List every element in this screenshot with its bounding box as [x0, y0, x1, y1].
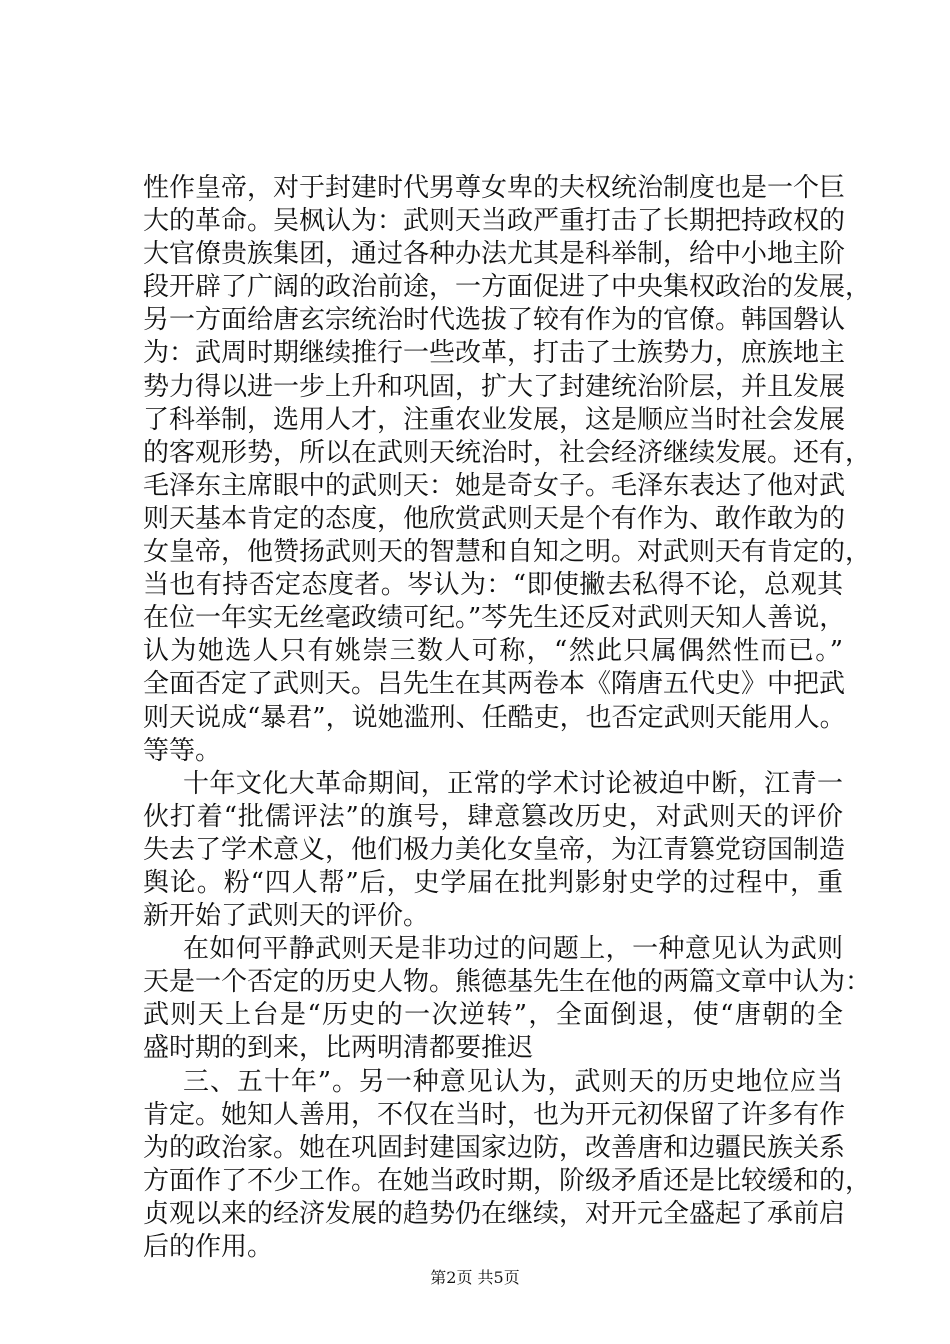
- text-line: 贞观以来的经济发展的趋势仍在继续，对开元全盛起了承前启: [143, 1198, 846, 1229]
- text-line: 则天基本肯定的态度，他欣赏武则天是个有作为、敢作敢为的: [143, 503, 846, 534]
- text-line: 后的作用。: [143, 1232, 274, 1262]
- text-line: 失去了学术意义，他们极力美化女皇帝，为江青篡党窃国制造: [143, 834, 846, 865]
- text-line: 伙打着“批儒评法”的旗号，肆意篡改历史，对武则天的评价: [143, 801, 843, 832]
- text-line: 大的革命。吴枫认为：武则天当政严重打击了长期把持政权的: [143, 206, 846, 237]
- text-line: 为的政治家。她在巩固封建国家边防，改善唐和边疆民族关系: [143, 1132, 846, 1163]
- text-line: 十年文化大革命期间，正常的学术讨论被迫中断，江青一: [183, 768, 843, 799]
- text-line: 盛时期的到来，比两明清都要推迟: [143, 1033, 534, 1064]
- text-line: 方面作了不少工作。在她当政时期，阶级矛盾还是比较缓和的，: [143, 1165, 872, 1196]
- page-number-footer: 第2页 共5页: [430, 1268, 520, 1287]
- text-line: 为：武周时期继续推行一些改革，打击了士族势力，庶族地主: [143, 338, 846, 369]
- text-line: 认为她选人只有姚崇三数人可称，“然此只属偶然性而已。”: [143, 636, 843, 667]
- text-line: 了科举制，选用人才，注重农业发展，这是顺应当时社会发展: [143, 404, 846, 435]
- text-line: 则天说成“暴君”，说她滥刑、任酷吏，也否定武则天能用人。: [143, 702, 846, 733]
- text-line: 势力得以进一步上升和巩固，扩大了封建统治阶层，并且发展: [143, 371, 846, 402]
- text-line: 毛泽东主席眼中的武则天：她是奇女子。毛泽东表达了他对武: [143, 470, 846, 501]
- text-line: 舆论。粉“四人帮”后，史学届在批判影射史学的过程中，重: [143, 867, 843, 898]
- text-line: 等等。: [143, 735, 222, 766]
- text-line: 在如何平静武则天是非功过的问题上，一种意见认为武则: [183, 934, 843, 965]
- text-line: 新开始了武则天的评价。: [143, 901, 430, 932]
- text-line: 肯定。她知人善用，不仅在当时，也为开元初保留了许多有作: [143, 1099, 846, 1130]
- text-line: 另一方面给唐玄宗统治时代选拔了较有作为的官僚。韩国磐认: [143, 305, 846, 336]
- text-line: 女皇帝，他赞扬武则天的智慧和自知之明。对武则天有肯定的，: [143, 537, 872, 568]
- document-body: [143, 172, 872, 1264]
- text-line: 段开辟了广阔的政治前途，一方面促进了中央集权政治的发展，: [143, 272, 872, 303]
- text-line: 天是一个否定的历史人物。熊德基先生在他的两篇文章中认为：: [143, 967, 872, 998]
- text-line: 大官僚贵族集团，通过各种办法尤其是科举制，给中小地主阶: [143, 239, 846, 270]
- text-line: 全面否定了武则天。吕先生在其两卷本《隋唐五代史》中把武: [143, 669, 846, 700]
- text-line: 的客观形势，所以在武则天统治时，社会经济继续发展。还有，: [143, 437, 872, 468]
- text-line: 三、五十年”。另一种意见认为，武则天的历史地位应当: [183, 1066, 843, 1097]
- text-line: 当也有持否定态度者。岑认为：“即使撇去私得不论，总观其: [143, 570, 843, 601]
- text-line: 性作皇帝，对于封建时代男尊女卑的夫权统治制度也是一个巨: [143, 173, 846, 203]
- text-line: 武则天上台是“历史的一次逆转”，全面倒退，使“唐朝的全: [143, 1000, 843, 1031]
- text-line: 在位一年实无丝毫政绩可纪。”芩先生还反对武则天知人善说，: [143, 603, 846, 634]
